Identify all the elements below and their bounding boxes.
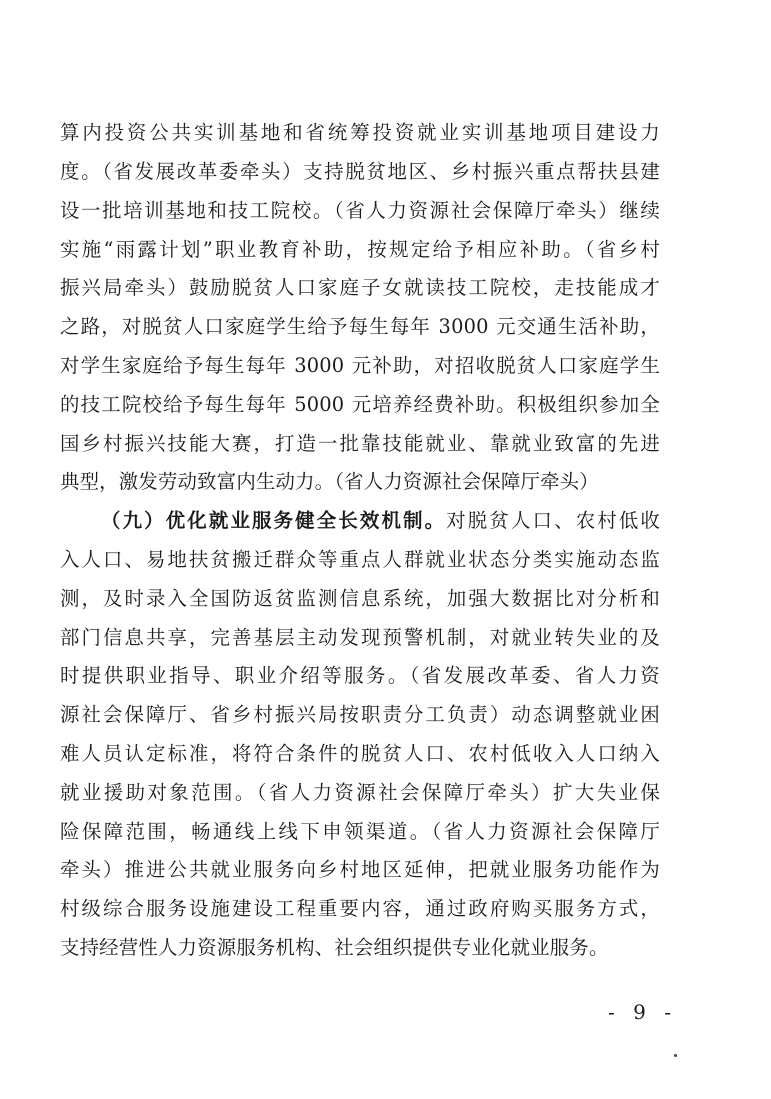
section-line-11: 支持经营性人力资源服务机构、社会组织提供专业化就业服务。 [60, 936, 609, 959]
section-line-9: 牵头）推进公共就业服务向乡村地区延伸，把就业服务功能作为 [60, 858, 660, 881]
body-line-4: 实施“雨露计划”职业教育补助，按规定给予相应补助。（省乡村 [60, 238, 660, 261]
body-line-2: 度。（省发展改革委牵头）支持脱贫地区、乡村振兴重点帮扶县建 [60, 160, 660, 183]
body-line-9: 国乡村振兴技能大赛，打造一批靠技能就业、靠就业致富的先进 [60, 432, 660, 455]
body-line-7: 对学生家庭给予每生每年 3000 元补助，对招收脱贫人口家庭学生 [60, 354, 660, 377]
section-line-2: 测，及时录入全国防返贫监测信息系统，加强大数据比对分析和 [60, 587, 660, 610]
section-line-5: 源社会保障厅、省乡村振兴局按职责分工负责）动态调整就业困 [60, 703, 660, 726]
section-line-7: 就业援助对象范围。（省人力资源社会保障厅牵头）扩大失业保 [60, 781, 660, 804]
body-line-1: 算内投资公共实训基地和省统筹投资就业实训基地项目建设力 [60, 121, 660, 144]
section-first-line-text: 对脱贫人口、农村低收 [446, 509, 661, 532]
body-line-3: 设一批培训基地和技工院校。（省人力资源社会保障厅牵头）继续 [60, 199, 660, 222]
section-line-3: 部门信息共享，完善基层主动发现预警机制，对就业转失业的及 [60, 626, 660, 649]
body-line-6: 之路，对脱贫人口家庭学生给予每生每年 3000 元交通生活补助， [60, 315, 660, 338]
body-line-5: 振兴局牵头）鼓励脱贫人口家庭子女就读技工院校，走技能成才 [60, 276, 660, 299]
section-line-4: 时提供职业指导、职业介绍等服务。（省发展改革委、省人力资 [60, 664, 660, 687]
section-line-1: 入人口、易地扶贫搬迁群众等重点人群就业状态分类实施动态监 [60, 548, 660, 571]
page-number: - 9 - [608, 1000, 677, 1024]
scan-speck [674, 1054, 677, 1057]
section-heading: （九）优化就业服务健全长效机制。 [101, 509, 447, 532]
section-line-8: 险保障范围，畅通线上线下申领渠道。（省人力资源社会保障厅 [60, 820, 660, 843]
body-line-10: 典型，激发劳动致富内生动力。（省人力资源社会保障厅牵头） [60, 470, 599, 493]
section-line-10: 村级综合服务设施建设工程重要内容，通过政府购买服务方式， [60, 897, 660, 920]
section-first-line [101, 504, 660, 538]
section-line-6: 难人员认定标准，将符合条件的脱贫人口、农村低收入人口纳入 [60, 742, 660, 765]
body-line-8: 的技工院校给予每生每年 5000 元培养经费补助。积极组织参加全 [60, 393, 660, 416]
